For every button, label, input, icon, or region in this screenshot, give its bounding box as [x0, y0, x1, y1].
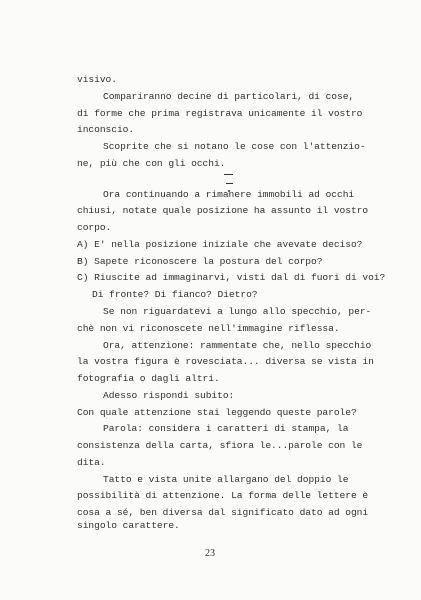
text-line: Parola: considera i caratteri di stampa, la [103, 423, 349, 435]
text-line: B) Sapete riconoscere la postura del corpo? [77, 255, 323, 267]
page-number: 23 [205, 548, 215, 559]
text-line: Se non riguardatevi a lungo allo specchio, per- [103, 306, 372, 317]
text-line: consistenza della carta, sfiora le...parole con le [77, 440, 363, 452]
text-line: Adesso rispondi subito: [103, 389, 235, 401]
text-line: cosa a sé, ben diversa dal significato dato ad ogni [77, 507, 369, 519]
text-line: Ora continuando a rimanere immobili ad occhi [103, 188, 355, 200]
text-line: ne, più che con gli occhi. [77, 157, 226, 169]
text-line: Scoprite che si notano le cose con l'attenzio- [103, 141, 366, 153]
text-line: fotografia o dagli altri. [77, 373, 220, 385]
text-line: possibilità di attenzione. La forma delle lettere è [77, 490, 369, 502]
text-line: Tatto e vista unite allargano del doppio le [103, 473, 349, 485]
text-line: C) Riuscite ad immaginarvi, visti dal di fuori di voi? [77, 272, 386, 284]
text-line: chè non vi riconoscete nell'immagine riflessa. [77, 322, 340, 334]
text-line: chiusi, notate quale posizione ha assunto il vostro [77, 205, 369, 217]
text-line: dita. [77, 456, 106, 468]
text-line: di forme che prima registrava unicamente il vostro [77, 107, 363, 119]
text-line: Ora, attenzione: rammentate che, nello specchio [103, 339, 372, 351]
text-line: Di fronte? Di fianco? Dietro? [92, 289, 258, 301]
text-line: la vostra figura è rovesciata... diversa se vista in [77, 356, 374, 368]
text-line: corpo. [77, 222, 112, 234]
text-line: singolo carattere. [77, 520, 180, 531]
text-line: Compariranno decine di particolari, di cose, [103, 90, 355, 102]
text-line: inconscio. [77, 124, 135, 136]
text-line: visivo. [77, 74, 117, 85]
text-line: A) E' nella posizione iniziale che avevate deciso? [77, 238, 363, 250]
text-line: Con quale attenzione stai leggendo queste parole? [77, 406, 357, 418]
